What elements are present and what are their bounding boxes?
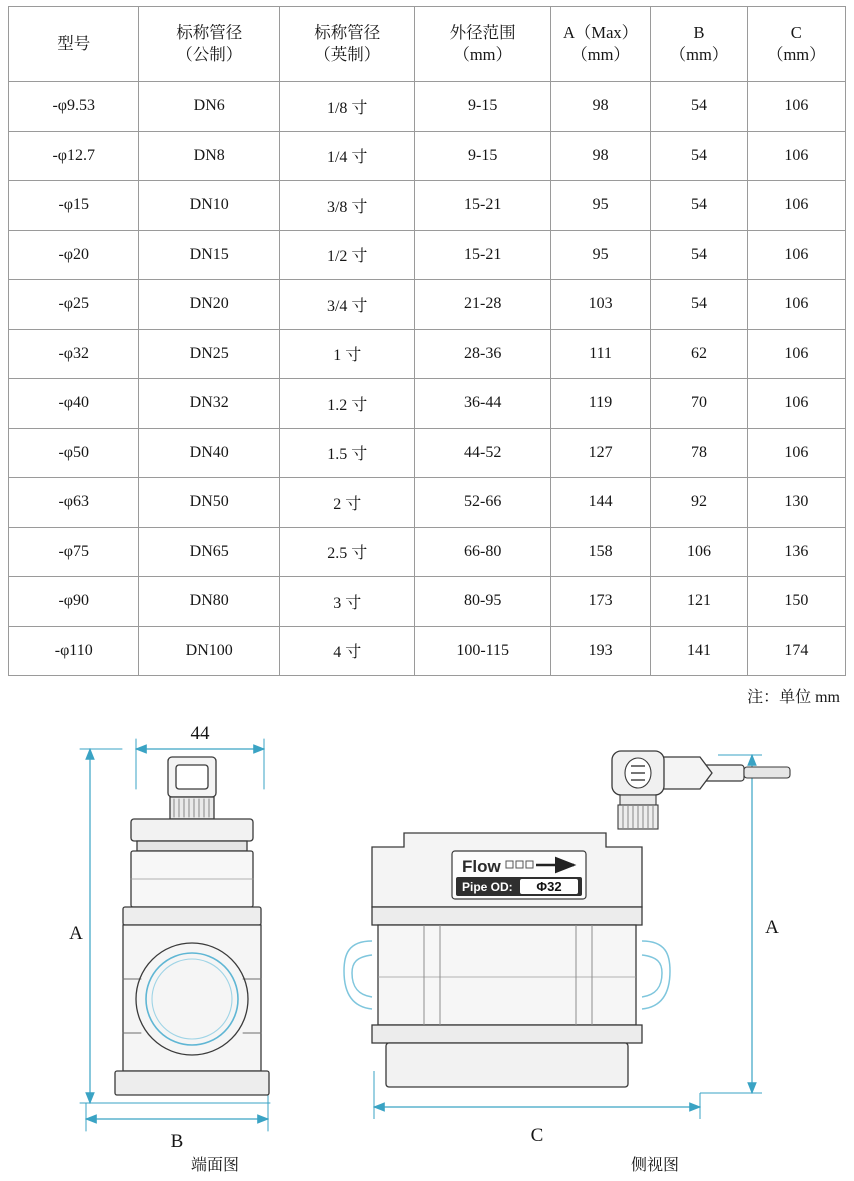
cell-b: 54 xyxy=(651,280,747,330)
header-line-1: 标称管径 xyxy=(176,22,243,42)
cell-model: -φ110 xyxy=(9,626,139,676)
cell-c: 136 xyxy=(747,527,845,577)
cell-model: -φ32 xyxy=(9,329,139,379)
cell-od-range: 15-21 xyxy=(415,230,550,280)
header-line-2: （mm） xyxy=(766,45,826,64)
header-line-2: （公制） xyxy=(176,45,243,64)
drawing-captions xyxy=(0,1152,854,1175)
header-line-1: 型号 xyxy=(57,33,91,53)
table-row xyxy=(9,230,846,280)
cell-imperial: 1.5 寸 xyxy=(279,428,414,478)
column-header-a xyxy=(550,7,650,82)
table-row xyxy=(9,131,846,181)
cell-od-range: 9-15 xyxy=(415,131,550,181)
cell-model: -φ9.53 xyxy=(9,82,139,132)
header-line-1: 外径范围 xyxy=(449,22,516,42)
cell-c: 174 xyxy=(747,626,845,676)
table-header-row xyxy=(9,7,846,82)
cell-imperial: 1/4 寸 xyxy=(279,131,414,181)
cell-od-range: 100-115 xyxy=(415,626,550,676)
specification-table xyxy=(8,6,846,676)
cell-model: -φ50 xyxy=(9,428,139,478)
cell-c: 106 xyxy=(747,280,845,330)
cell-c: 130 xyxy=(747,478,845,528)
cell-metric: DN40 xyxy=(139,428,280,478)
label-pipe-od-text: Pipe OD: xyxy=(462,880,513,894)
dim-label-c: C xyxy=(530,1125,544,1146)
cell-model: -φ90 xyxy=(9,577,139,627)
table-row xyxy=(9,428,846,478)
cell-imperial: 1.2 寸 xyxy=(279,379,414,429)
cell-imperial: 1 寸 xyxy=(279,329,414,379)
cell-model: -φ25 xyxy=(9,280,139,330)
label-flow-text: Flow xyxy=(462,857,501,876)
cell-b: 92 xyxy=(651,478,747,528)
cell-a: 98 xyxy=(550,82,650,132)
cell-b: 78 xyxy=(651,428,747,478)
table-row xyxy=(9,329,846,379)
cell-a: 158 xyxy=(550,527,650,577)
cell-metric: DN8 xyxy=(139,131,280,181)
cell-imperial: 3/8 寸 xyxy=(279,181,414,231)
table-row xyxy=(9,626,846,676)
cell-od-range: 66-80 xyxy=(415,527,550,577)
table-row xyxy=(9,527,846,577)
cell-od-range: 21-28 xyxy=(415,280,550,330)
cell-b: 54 xyxy=(651,131,747,181)
header-line-2: （mm） xyxy=(453,45,513,64)
table-row xyxy=(9,379,846,429)
cell-imperial: 1/2 寸 xyxy=(279,230,414,280)
drawing-svg xyxy=(0,711,854,1181)
cell-c: 106 xyxy=(747,131,845,181)
cell-c: 106 xyxy=(747,379,845,429)
cell-c: 106 xyxy=(747,329,845,379)
cell-od-range: 36-44 xyxy=(415,379,550,429)
cell-imperial: 3 寸 xyxy=(279,577,414,627)
cell-model: -φ20 xyxy=(9,230,139,280)
side-view-drawing xyxy=(344,751,790,1146)
column-header-outer-diameter-range xyxy=(415,7,550,82)
cell-metric: DN15 xyxy=(139,230,280,280)
cell-od-range: 9-15 xyxy=(415,82,550,132)
cell-a: 95 xyxy=(550,181,650,231)
cell-metric: DN100 xyxy=(139,626,280,676)
cell-c: 106 xyxy=(747,428,845,478)
cell-od-range: 44-52 xyxy=(415,428,550,478)
cell-c: 106 xyxy=(747,230,845,280)
connector-assembly xyxy=(612,751,790,829)
caption-side-view: 侧视图 xyxy=(630,1157,679,1174)
cell-model: -φ12.7 xyxy=(9,131,139,181)
table-row xyxy=(9,577,846,627)
cell-od-range: 28-36 xyxy=(415,329,550,379)
cell-metric: DN20 xyxy=(139,280,280,330)
cell-model: -φ40 xyxy=(9,379,139,429)
cell-a: 193 xyxy=(550,626,650,676)
table-row xyxy=(9,82,846,132)
dim-label-44: 44 xyxy=(190,723,210,744)
cell-imperial: 1/8 寸 xyxy=(279,82,414,132)
cell-imperial: 2.5 寸 xyxy=(279,527,414,577)
dim-label-a-left: A xyxy=(69,923,83,944)
cell-c: 106 xyxy=(747,181,845,231)
cell-metric: DN10 xyxy=(139,181,280,231)
technical-drawings xyxy=(0,711,854,1181)
table-row xyxy=(9,280,846,330)
cell-metric: DN6 xyxy=(139,82,280,132)
cell-imperial: 2 寸 xyxy=(279,478,414,528)
cell-b: 141 xyxy=(651,626,747,676)
cell-a: 173 xyxy=(550,577,650,627)
cell-od-range: 15-21 xyxy=(415,181,550,231)
column-header-b xyxy=(651,7,747,82)
cell-metric: DN50 xyxy=(139,478,280,528)
table-row xyxy=(9,478,846,528)
header-line-2: （mm） xyxy=(571,45,630,64)
label-plate xyxy=(452,851,586,899)
cell-c: 150 xyxy=(747,577,845,627)
cell-metric: DN80 xyxy=(139,577,280,627)
cell-imperial: 3/4 寸 xyxy=(279,280,414,330)
table-row xyxy=(9,181,846,231)
column-header-nominal-imperial xyxy=(279,7,414,82)
cell-imperial: 4 寸 xyxy=(279,626,414,676)
cell-b: 106 xyxy=(651,527,747,577)
header-line-1: B xyxy=(693,22,705,42)
cell-b: 54 xyxy=(651,230,747,280)
cell-a: 98 xyxy=(550,131,650,181)
cell-a: 95 xyxy=(550,230,650,280)
cell-a: 144 xyxy=(550,478,650,528)
cell-od-range: 52-66 xyxy=(415,478,550,528)
caption-end-view: 端面图 xyxy=(190,1157,239,1174)
cell-model: -φ75 xyxy=(9,527,139,577)
cell-od-range: 80-95 xyxy=(415,577,550,627)
header-line-2: （英制） xyxy=(314,45,381,64)
cell-b: 54 xyxy=(651,181,747,231)
label-pipe-od-value: Φ32 xyxy=(536,879,562,894)
cell-model: -φ15 xyxy=(9,181,139,231)
cell-metric: DN32 xyxy=(139,379,280,429)
dim-label-b: B xyxy=(170,1131,184,1152)
cell-b: 54 xyxy=(651,82,747,132)
header-line-2: （mm） xyxy=(669,45,729,64)
cell-metric: DN65 xyxy=(139,527,280,577)
cell-b: 121 xyxy=(651,577,747,627)
column-header-model xyxy=(9,7,139,82)
cell-a: 103 xyxy=(550,280,650,330)
cell-b: 62 xyxy=(651,329,747,379)
end-view-drawing xyxy=(69,723,270,1152)
header-line-1: C xyxy=(790,22,802,42)
cell-a: 111 xyxy=(550,329,650,379)
table-unit-note: 注：单位 mm xyxy=(747,689,840,706)
column-header-nominal-metric xyxy=(139,7,280,82)
spec-sheet-page xyxy=(0,6,854,1174)
cell-a: 119 xyxy=(550,379,650,429)
cell-a: 127 xyxy=(550,428,650,478)
dim-label-a-right: A xyxy=(765,917,779,938)
column-header-c xyxy=(747,7,845,82)
header-line-1: 标称管径 xyxy=(314,22,381,42)
header-line-1: A（Max） xyxy=(563,22,639,42)
cell-metric: DN25 xyxy=(139,329,280,379)
cell-model: -φ63 xyxy=(9,478,139,528)
cell-b: 70 xyxy=(651,379,747,429)
cell-c: 106 xyxy=(747,82,845,132)
